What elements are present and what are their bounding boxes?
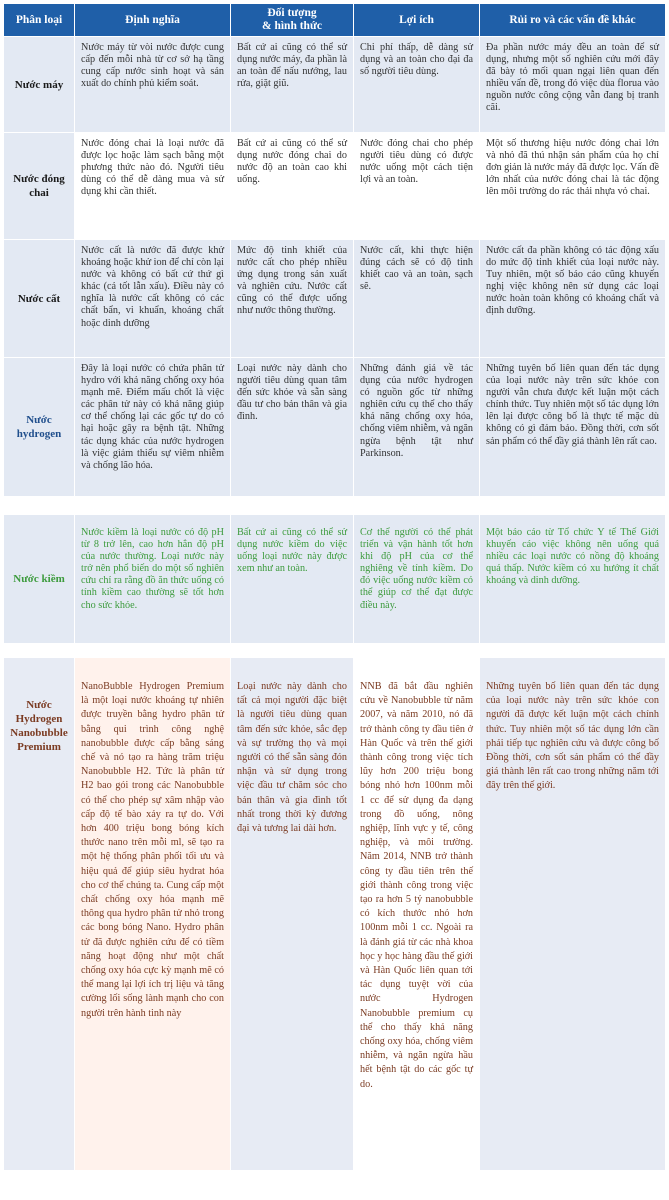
table-row (4, 358, 665, 496)
table-row (4, 240, 665, 357)
header-classification: Phân loại (4, 4, 74, 36)
target-cell: Loại nước này dành cho tất cả mọi người đặc biệt là người tiêu dùng quan tâm đến sức khỏe, sắc đẹp và sự trường thọ và mọi người có thể sẵn sàng đón nhận và sử dụng trong việc đầu tư chăm sóc cho bản thân và gia đình tốt nhất trong thời kỳ đương đại và tương lai dài hơn. (231, 658, 353, 1170)
row-label: Nước kiềm (4, 515, 74, 643)
row-label: Nước Hydrogen Nanobubble Premium (4, 658, 74, 1170)
header-target (231, 4, 353, 36)
benefit-cell: Chi phí thấp, dễ dàng sử dụng và an toàn cho đại đa số người tiêu dùng. (354, 37, 479, 132)
risk-cell: Những tuyên bố liên quan đến tác dụng của loại nước này trên sức khỏe con người đã được kết luận một cách chính thức. Tuy nhiên một số tác dụng lớn cần phải tiếp tục nghiên cứu và được công bố Đồng thời, cơn sốt sản phẩm có thể đầy giá thành lên rất cao trong những năm tới đây trên thế giới. (480, 658, 665, 1170)
row-label: Nước đóng chai (4, 133, 74, 239)
risk-cell: Một báo cáo từ Tổ chức Y tế Thế Giới khuyến cáo việc không nên uống quá nhiều các loại nước có nồng độ khoáng quá thấp. Nước kiềm có xu hướng ít chất khoáng và dinh dưỡng. (480, 515, 665, 643)
header-risk: Rủi ro và các vấn đề khác (480, 4, 665, 36)
benefit-cell: Nước cất, khi thực hiện đúng cách sẽ có độ tinh khiết cao và an toàn, sạch sẽ. (354, 240, 479, 357)
risk-cell: Một số thương hiệu nước đóng chai lớn và nhỏ đã thú nhận sản phẩm của họ chỉ đơn giản là nước máy đã được lọc. Vấn đề lớn nhất của nước đóng chai là tác động lên môi trường do rác thải nhựa vỏ chai. (480, 133, 665, 239)
header-target-line1: Đối tượng (267, 7, 317, 19)
benefit-cell: NNB đã bắt đầu nghiên cứu về Nanobubble từ năm 2007, và năm 2010, nó đã trở thành công ty đầu tiên ở Hàn Quốc và trên thế giới thành công trong việc tích lũy hơn 200 triệu bong bóng nhỏ hơn 100nm mỗi 1 cc để sử dụng đa dạng trong đồ uống, nông nghiệp, lĩnh vực y tế, công nghiệp, và môi trường. Năm 2014, NNB trở thành công ty đầu tiên trên thế giới thành công trong việc tạo ra hơn 5 tỷ nanobubble có kích thước nhỏ hơn 100nm mỗi 1 cc. Ngoài ra là đánh giá từ các nhà khoa học y học hàng đầu thế giới và Hàn Quốc liên quan tới tác dụng tuyệt vời của nước Hydrogen Nanobubble premium cụ thể cho thấy khả năng chống oxy hóa, chống viêm nhiễm, và ngăn ngừa hầu hết bệnh tật do các gốc tự do. (354, 658, 479, 1170)
definition-cell: Nước cất là nước đã được khử khoáng hoặc khử ion để chỉ còn lại nước và không có bất cứ thứ gì khác (cả tốt lẫn xấu). Điều này có nghĩa là nước cất không có các chất bẩn, vi khuẩn, khoáng chất hoặc dinh dưỡng (75, 240, 230, 357)
risk-cell: Nước cất đa phần không có tác động xấu do mức độ tinh khiết của loại nước này. Tuy nhiên, một số báo cáo cũng khuyến nghị việc không nên sử dụng các loại nước hoàn toàn không có khoáng chất và định dưỡng. (480, 240, 665, 357)
table-row (4, 515, 665, 643)
definition-cell: Nước đóng chai là loại nước đã được lọc hoặc làm sạch bằng một phương thức nào đó. Người tiêu dùng có thể dễ dàng mua và sử dụng khi cần thiết. (75, 133, 230, 239)
target-cell: Loại nước này dành cho người tiêu dùng quan tâm đến sức khỏe và sẵn sàng đầu tư cho bản thân và gia đình. (231, 358, 353, 496)
definition-cell: Đây là loại nước có chứa phân tử hydro với khả năng chống oxy hóa mạnh mẽ. Điểm mấu chốt là việc các phân tử này có khả năng giúp cơ thể chống lại các gốc tự do có hại hoặc gây ra bệnh tật. Những tác dụng khác của nước hydrogen là việc giảm thiểu sự viêm nhiễm và chống lão hóa. (75, 358, 230, 496)
table-row (4, 37, 665, 132)
benefit-cell: Những đánh giá về tác dụng của nước hydrogen có nguồn gốc từ những nghiên cứu cụ thể cho thấy khả năng chống oxy hóa, chống viêm nhiễm, và ngăn ngừa bệnh tật như Parkinson. (354, 358, 479, 496)
header-target-line2: & hình thức (262, 20, 322, 32)
definition-cell: NanoBubble Hydrogen Premium là một loại nước khoáng tự nhiên được truyền bằng hydro phân tử bằng qui trình công nghệ nanobubble được cấp bằng sáng chế và nó tạo ra hàng trăm triệu Nanobubble H2. Tức là phân tử H2 bao gói trong các Nanobubble có thể cho phép sự xâm nhập vào cấp độ tế bào xảy ra tự do. Với hơn 400 triệu bong bóng kích thước nano trên mỗi ml, sẽ tạo ra một hệ thống phân phối tối ưu và hiệu quả để giúp siêu hydrat hóa cho cơ thể chúng ta. Cung cấp một chất chống oxy hóa mạnh mẽ thông qua hydro phân tử nhỏ trong các bong bóng Nano. Hydro phân tử đã được nghiên cứu để có tiềm năng hoạt động như một chất chống oxy hóa cực kỳ mạnh mẽ có thể mang lại lợi ích trị liệu và tăng cường lối sống lành mạnh cho con người trên hành tinh này (75, 658, 230, 1170)
row-label: Nước hydrogen (4, 358, 74, 496)
risk-cell: Đa phần nước máy đều an toàn để sử dụng, nhưng một số nghiên cứu mới đây đã bày tỏ mối quan ngại liên quan đến nhiều vấn đề, trong đó việc dùa florua vào nguồn nước công cộng vẫn đang bị tranh cãi. (480, 37, 665, 132)
risk-cell: Những tuyên bố liên quan đến tác dụng của loại nước này trên sức khỏe con người vẫn chưa được kết luận một cách chính thức. Tuy nhiên một số tác dụng lớn lên lại được công bố là thực tế mặc dù không có gì đảm bảo. Đồng thời, cơn sốt sản phẩm có thể đầy giá thành lên rất cao. (480, 358, 665, 496)
header-benefit: Lợi ích (354, 4, 479, 36)
benefit-cell: Nước đóng chai cho phép người tiêu dùng có được nước uống một cách tiện lợi và an toàn. (354, 133, 479, 239)
target-cell: Mức độ tinh khiết của nước cất cho phép nhiều ứng dụng trong sản xuất và nghiên cứu. Nước cất cũng có thể được uống như nước thông thường. (231, 240, 353, 357)
target-cell: Bất cứ ai cũng có thể sử dụng nước kiềm do việc uống loại nước này được xem như an toàn. (231, 515, 353, 643)
target-cell: Bất cứ ai cũng có thể sử dụng nước máy, đa phần là an toàn để nấu nướng, lau rửa, giặt giũ. (231, 37, 353, 132)
definition-cell: Nước kiềm là loại nước có độ pH từ 8 trở lên, cao hơn hẳn độ pH của nước thường. Loại nước này trở nên phổ biến do một số nghiên cứu chỉ ra rằng đồ ăn thức uống có tính kiềm cao thường sẽ tốt hơn cho sức khỏe. (75, 515, 230, 643)
definition-cell: Nước máy từ vòi nước được cung cấp đến mỗi nhà từ cơ sở hạ tầng cung cấp nước sinh hoạt và sản xuất do chính phủ kiểm soát. (75, 37, 230, 132)
header-definition: Định nghĩa (75, 4, 230, 36)
table-header (4, 4, 665, 36)
benefit-cell: Cơ thể người có thể phát triển và vận hành tốt hơn khi độ pH của cơ thể nghiêng về tính kiềm. Do đó việc uống nước kiềm có thể giúp cơ thể đạt được điều này. (354, 515, 479, 643)
table-row (4, 133, 665, 239)
table-row (4, 658, 665, 1170)
row-label: Nước cất (4, 240, 74, 357)
row-label: Nước máy (4, 37, 74, 132)
target-cell: Bất cứ ai cũng có thể sử dụng nước đóng chai do nước độ an toàn cao khi uống. (231, 133, 353, 239)
